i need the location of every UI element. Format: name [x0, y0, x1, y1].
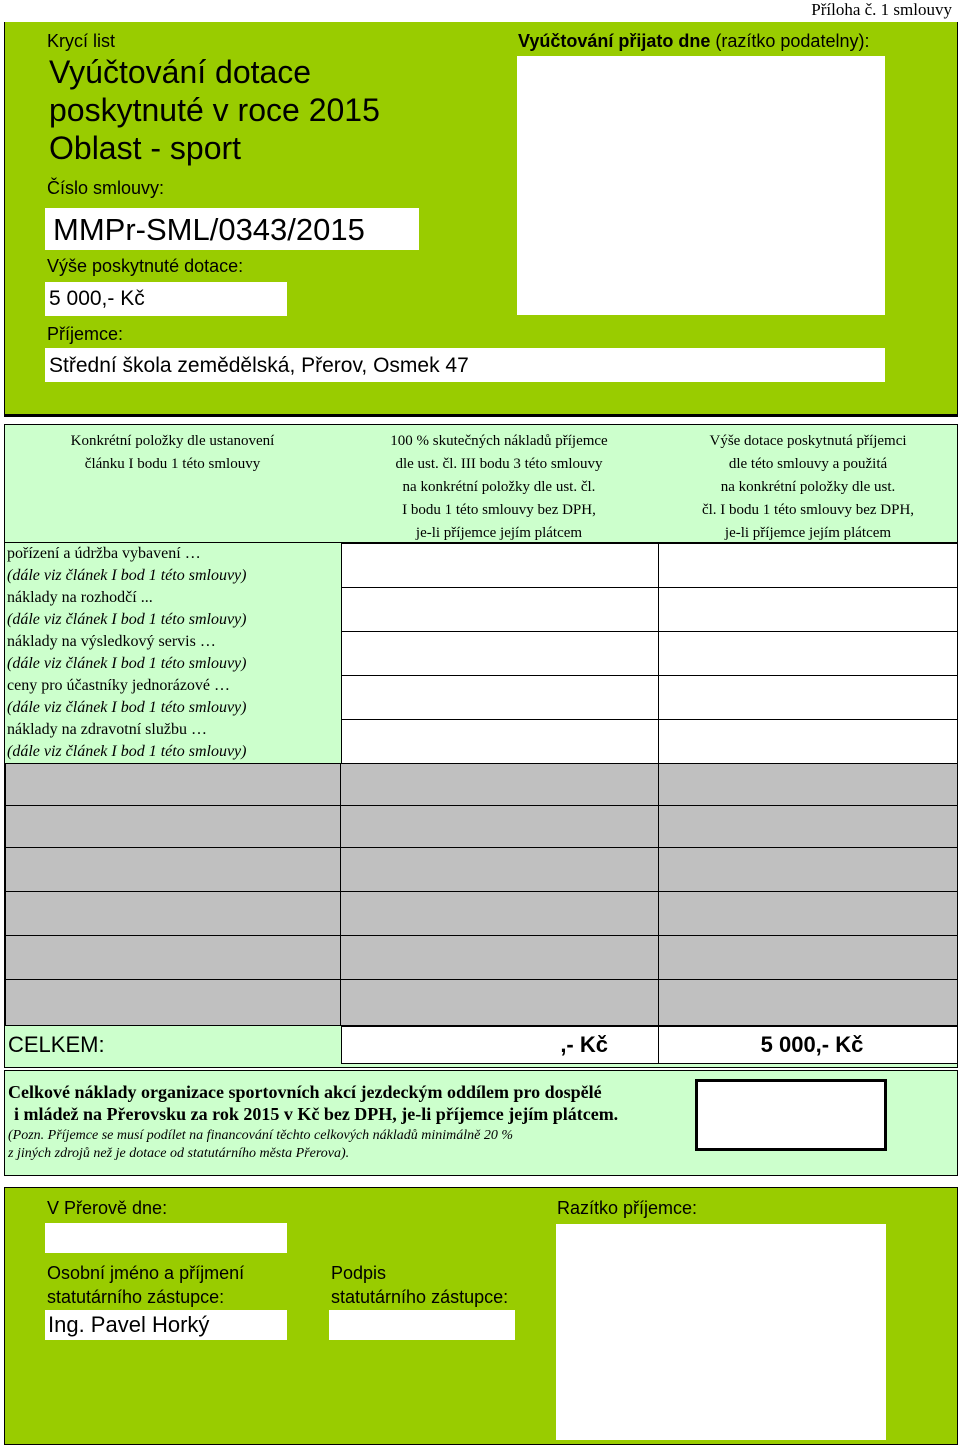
col2-header-line4: I bodu 1 této smlouvy bez DPH, [402, 502, 596, 518]
empty-cost-cell [340, 979, 659, 1026]
col3-header-line2: dle této smlouvy a použitá [728, 456, 888, 472]
col3-header-line1: Výše dotace poskytnutá příjemci [709, 433, 907, 449]
empty-item-cell [5, 763, 341, 806]
empty-cost-cell [340, 847, 659, 892]
empty-cost-cell [340, 891, 659, 936]
empty-item-cell [5, 847, 341, 892]
cost-cell-4[interactable] [341, 675, 659, 720]
col1-header-line1: Konkrétní položky dle ustanovení [70, 433, 275, 449]
received-stamp-box[interactable] [517, 56, 885, 315]
col3-header-line5: je-li příjemce jejím plátcem [724, 525, 892, 541]
empty-item-cell [5, 935, 341, 980]
signature-label [331, 1261, 519, 1309]
list-item [7, 587, 246, 631]
empty-subsidy-cell [658, 891, 958, 936]
empty-cost-cell [340, 805, 659, 848]
total-subsidy: 5 000,- Kč [658, 1026, 958, 1064]
subsidy-cell-2[interactable] [658, 587, 958, 632]
name-value: Ing. Pavel Horký [45, 1310, 287, 1340]
contract-label: Číslo smlouvy: [47, 178, 165, 198]
list-item [7, 719, 246, 763]
empty-subsidy-cell [658, 979, 958, 1026]
col3-header-line4: čl. I bodu 1 této smlouvy bez DPH, [701, 502, 915, 518]
item-note: (dále viz článek I bod 1 této smlouvy) [7, 567, 247, 584]
summary-note-line-2: z jiných zdrojů než je dotace od statutárního města Přerova). [8, 1146, 350, 1161]
item-note: (dále viz článek I bod 1 této smlouvy) [7, 611, 247, 628]
item-note: (dále viz článek I bod 1 této smlouvy) [7, 699, 247, 716]
name-label-line-2: statutárního zástupce: [47, 1287, 225, 1307]
subsidy-cell-4[interactable] [658, 675, 958, 720]
date-label: V Přerově dne: [47, 1198, 168, 1218]
cost-cell-2[interactable] [341, 587, 659, 632]
subsidy-cell-5[interactable] [658, 719, 958, 764]
name-label-line-1: Osobní jméno a příjmení [47, 1263, 245, 1283]
col2-header-line2: dle ust. čl. III bodu 3 této smlouvy [395, 456, 603, 472]
total-costs-input[interactable] [695, 1079, 887, 1151]
col2-header [340, 430, 658, 545]
page-title [49, 53, 380, 167]
cost-cell-3[interactable] [341, 631, 659, 676]
col2-header-line1: 100 % skutečných nákladů příjemce [390, 433, 608, 449]
items-table [4, 424, 958, 1068]
total-costs: ,- Kč [341, 1026, 659, 1064]
signature-label-line-1: Podpis [331, 1263, 387, 1283]
empty-subsidy-cell [658, 805, 958, 848]
col3-header-line3: na konkrétní položky dle ust. [720, 479, 896, 495]
header-panel [4, 22, 958, 417]
col2-header-line5: je-li příjemce jejím plátcem [415, 525, 583, 541]
name-label [47, 1261, 244, 1309]
annex-label: Příloha č. 1 smlouvy [811, 0, 952, 19]
signature-label-line-2: statutárního zástupce: [331, 1287, 509, 1307]
empty-item-cell [5, 805, 341, 848]
item-note: (dále viz článek I bod 1 této smlouvy) [7, 655, 247, 672]
col3-header [658, 430, 958, 545]
received-stamp-label [518, 31, 869, 52]
amount-value: 5 000,- Kč [45, 282, 287, 316]
subsidy-cell-3[interactable] [658, 631, 958, 676]
title-line-1: Vyúčtování dotace [49, 54, 312, 90]
date-input[interactable] [45, 1223, 287, 1253]
received-note: (razítko podatelny): [715, 31, 870, 51]
recipient-label: Příjemce: [47, 324, 124, 344]
item-note: (dále viz článek I bod 1 této smlouvy) [7, 743, 247, 760]
contract-number: MMPr-SML/0343/2015 [45, 208, 419, 250]
item-label: pořízení a údržba vybavení … [7, 545, 201, 562]
summary-text [8, 1081, 618, 1125]
total-label: CELKEM: [8, 1032, 105, 1057]
subsidy-cell-1[interactable] [658, 543, 958, 588]
empty-item-cell [5, 979, 341, 1026]
stamp-box[interactable] [556, 1224, 886, 1440]
title-line-3: Oblast - sport [49, 130, 242, 166]
summary-note-line-1: (Pozn. Příjemce se musí podílet na financování těchto celkových nákladů minimálně 20 % [8, 1128, 514, 1143]
summary-line-2: i mládež na Přerovsku za rok 2015 v Kč bez DPH, je-li příjemce jejím plátcem. [14, 1104, 619, 1124]
title-line-2: poskytnuté v roce 2015 [49, 92, 380, 128]
empty-cost-cell [340, 935, 659, 980]
col1-header [5, 430, 340, 476]
item-label: náklady na rozhodčí ... [7, 589, 153, 606]
cost-cell-1[interactable] [341, 543, 659, 588]
empty-item-cell [5, 891, 341, 936]
empty-subsidy-cell [658, 847, 958, 892]
col1-header-line2: článku I bodu 1 této smlouvy [84, 456, 261, 472]
summary-line-1: Celkové náklady organizace sportovních akcí jezdeckým oddílem pro dospělé [8, 1082, 602, 1102]
item-label: náklady na zdravotní službu … [7, 721, 207, 738]
empty-subsidy-cell [658, 935, 958, 980]
empty-subsidy-cell [658, 763, 958, 806]
item-label: ceny pro účastníky jednorázové … [7, 677, 231, 694]
list-item [7, 543, 246, 587]
recipient-value: Střední škola zemědělská, Přerov, Osmek 47 [45, 348, 885, 382]
cover-label: Krycí list [47, 31, 116, 51]
signature-input[interactable] [329, 1310, 515, 1340]
cost-cell-5[interactable] [341, 719, 659, 764]
stamp-label: Razítko příjemce: [557, 1198, 698, 1218]
summary-panel [4, 1070, 958, 1176]
received-label: Vyúčtování přijato dne [518, 31, 711, 51]
summary-note [8, 1127, 513, 1163]
item-label: náklady na výsledkový servis … [7, 633, 216, 650]
list-item [7, 631, 246, 675]
footer-panel [4, 1187, 958, 1445]
empty-cost-cell [340, 763, 659, 806]
col2-header-line3: na konkrétní položky dle ust. čl. [402, 479, 596, 495]
amount-label: Výše poskytnuté dotace: [47, 256, 244, 276]
list-item [7, 675, 246, 719]
